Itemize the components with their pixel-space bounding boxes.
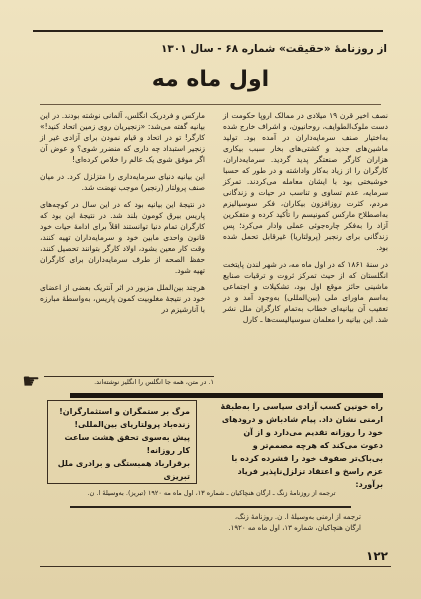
paragraph: در سنهٔ ۱۸۶۱ که در اول ماه مه، در شهر لندن پایتخت انگلستان که از حیث تمرکز ثروت و ترقیات صنایع ماشینی حائز موقع اول بود، تشکیلات و اجتماعی به‌اسم ماورای ملی (بین‌المللی) به‌وجود آمد و در تعقیب آن بیانیه‌ای خطاب به‌تمام کارگران ملل نشر شد. این بیانیه را معلمان سوسیالیست‌ها ـ کارل: [223, 260, 388, 324]
note-line: ترجمه از ارمنی به‌وسیلهٔ ا. ن. روزنامهٔ زنگ،: [234, 513, 361, 521]
footnote-rule: [44, 376, 214, 377]
bottom-rule: [40, 566, 391, 567]
slogans-box: [47, 400, 197, 484]
proclamation-text: راه خونین کسب آزادی سیاسی را به‌طبقهٔ ارمنی نشان داد. پیام شادباش و درودهای خود را روزانه تقدیم می‌دارد و از آن دعوت می‌کند که هرچه مصمم‌تر و بی‌باک‌تر صفوف خود را فشرده کرده با عزم راسخ و اعتقاد تزلزل‌ناپذیر فریاد برآورد:: [220, 402, 383, 489]
article-title: اول ماه مه: [151, 67, 270, 92]
slogan-line: پیش به‌سوی تحقق هشت ساعت کار روزانه!: [64, 433, 190, 455]
note-rule: [70, 506, 351, 508]
paragraph: نصف اخیر قرن ۱۹ میلادی در ممالک اروپا حکومت از دست ملوک‌الطوایف، روحانیون، و اشراف خارج شده به‌اختیار صنف سرمایه‌داران در آمده بود. تولید ماشین‌های جدید و کشتی‌های بخار سبب بیکاری هزاران کارگر صنعتگر پدید گردید. سرمایه‌داران، کارگران را از زیاد به‌کار واداشته و در طور که حسبا خوشبختی بود با ایشان معامله می‌کردند. تمرکز سرمایه، عدم تساوی و تناسب در حیات و زندگانی مردم، کثرت روزافزون بیکاران، فکر سوسیالیزم به‌اصطلاح مارکس کمونیسم را تأکید کرده و متفکرین آزاد را به‌فکر چاره‌جوئی عملی وادار می‌کرد؛ پس زندگانی برای رنجبر (پرولتاریا) غیرقابل تحمل شده بود.: [223, 111, 388, 252]
paragraph: مارکس و فردریک انگلس، آلمانی نوشته بودند. در این بیانیه گفته می‌شد: «زنجیریان روی زمین اتحاد کنید!» کارگر! تو در اتحاد و قیام نمودن برای آزادی غیر از زنجیر استبداد چه داری که منضرر شوی؟ و عوض آن اگر موفق شوی یک عالم را خلاص کرده‌ای!: [40, 111, 205, 164]
paragraph: در نتیجهٔ این بیانیه بود که در این سال در کوچه‌های پاریس بیرق کومون بلند شد. در نتیجهٔ این بود که کارگران تمام دنیا توانستند اقلاً برای ادامهٔ حیات خود قانون واحدی مابین خود و سرمایه‌داران تهیه کنند، وقت کار معین بشود، اولاد کارگر بتوانند تحصیل کنند، حفظ الصحه از طرف سرمایه‌داران برای کارگران تهیه شود.: [40, 200, 205, 275]
footnote: ۱. در متن، همه جا انگلس را انگلیز نوشته‌اند.: [94, 378, 214, 386]
slogan-line: زنده‌باد پرولتاریای بین‌المللی!: [74, 420, 190, 429]
separator-band: [70, 393, 383, 398]
translation-note: ترجمه از روزنامهٔ زنگ ـ ارگان هنچاکیان ـ شماره ۱۳، اول ماه مه ۱۹۲۰ (تبریز). به‌وسیلهٔ ا. ن.: [87, 489, 336, 497]
note-line: ارگان هنچاکیان، شماره ۱۳، اول ماه مه ۱۹۲۰.: [228, 524, 361, 532]
pointing-hand-icon: ☛: [22, 369, 40, 393]
top-rule: [33, 30, 383, 32]
source-line: از روزنامهٔ «حقیقت» شماره ۶۸ - سال ۱۳۰۱: [160, 43, 387, 55]
left-column: [40, 110, 205, 375]
title-rule: [40, 104, 381, 105]
translation-note-2: [161, 512, 361, 534]
slogan-line: مرگ بر ستمگران و استثمارگران!: [59, 407, 190, 416]
paragraph: هرچند بین‌الملل مزبور در اثر آنتریک بعضی از اعضای خود در نتیجهٔ مغلوبیت کمون پاریس، به‌واسطهٔ مبارزه با آنارشیزم در: [40, 283, 205, 314]
page-number: ۱۲۲: [366, 549, 388, 563]
paragraph: این بیانیه دنیای سرمایه‌داری را متزلزل کرد. در میان صنف پرولتار (رنجبر) موجب نهضت شد.: [40, 172, 205, 192]
slogan-line: برقرارباد همبستگی و برادری ملل تبریزی: [57, 459, 190, 481]
right-column: [223, 110, 388, 375]
